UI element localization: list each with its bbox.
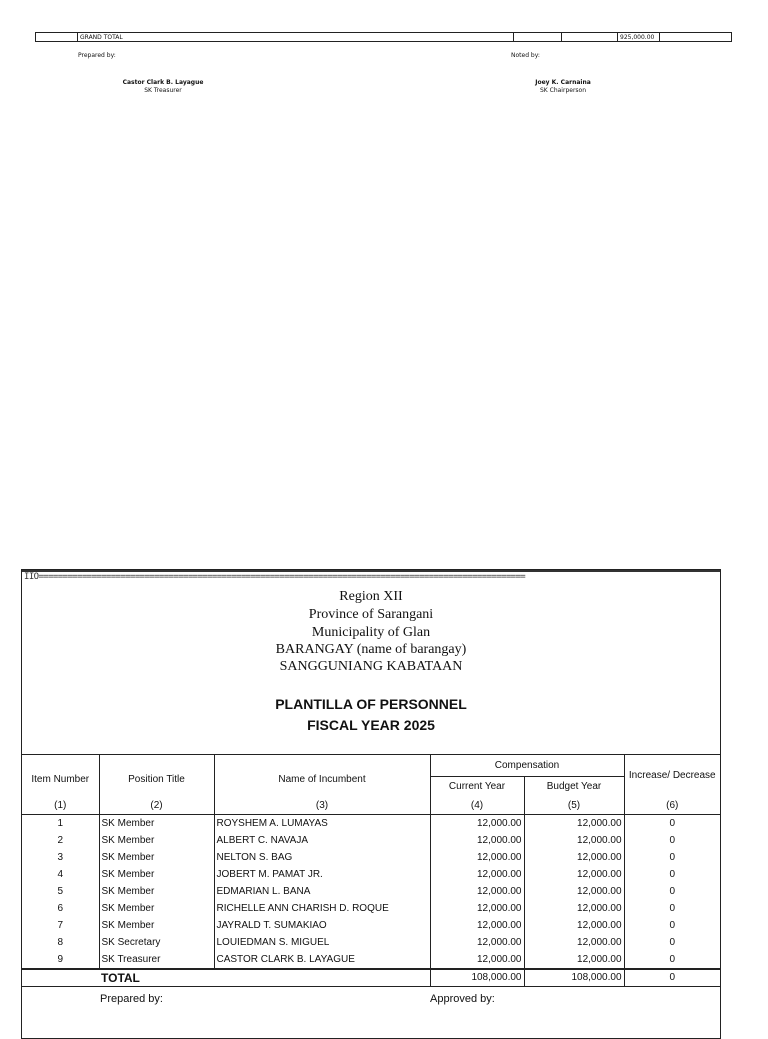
cell-item: 8 <box>57 937 64 948</box>
header-municipality: Municipality of Glan <box>311 625 431 640</box>
form-approved-by-label: Approved by: <box>430 993 495 1005</box>
cell-change: 0 <box>624 849 720 866</box>
signatory-left-name: Castor Clark B. Layague <box>122 79 204 86</box>
cell-name: JAYRALD T. SUMAKIAO <box>214 917 430 934</box>
cell-item: 7 <box>57 920 64 931</box>
cell-budget: 12,000.00 <box>524 832 624 849</box>
plantilla-table <box>22 754 720 987</box>
table-row <box>22 934 720 951</box>
cell-item: 4 <box>57 869 64 880</box>
cell-position: SK Member <box>99 815 214 833</box>
cell-budget: 12,000.00 <box>524 866 624 883</box>
table-row <box>22 866 720 883</box>
grand-total-blank-cell <box>659 33 732 41</box>
col-compensation: Compensation <box>430 755 624 777</box>
cell-budget: 12,000.00 <box>524 883 624 900</box>
total-blank-cell <box>22 969 99 987</box>
grand-total-value: 925,000.00 <box>617 33 659 41</box>
cell-current: 12,000.00 <box>430 866 524 883</box>
signatory-right-title: SK Chairperson <box>539 87 587 94</box>
cell-current: 12,000.00 <box>430 832 524 849</box>
col-item-number: Item Number <box>31 773 90 785</box>
cell-change: 0 <box>624 900 720 917</box>
cell-position: SK Treasurer <box>99 951 214 969</box>
table-row <box>22 917 720 934</box>
col-number-1: (1) <box>54 800 67 811</box>
cell-current: 12,000.00 <box>430 900 524 917</box>
cell-change: 0 <box>624 866 720 883</box>
grand-total-blank-cell <box>513 33 561 41</box>
fiscal-year-title: FISCAL YEAR 2025 <box>307 717 435 733</box>
cell-budget: 12,000.00 <box>524 849 624 866</box>
cell-budget: 12,000.00 <box>524 815 624 833</box>
cell-name: JOBERT M. PAMAT JR. <box>214 866 430 883</box>
document-title: PLANTILLA OF PERSONNEL <box>275 696 467 712</box>
col-position-title: Position Title <box>99 755 214 798</box>
cell-name: ROYSHEM A. LUMAYAS <box>214 815 430 833</box>
prepared-by-label: Prepared by: <box>78 52 116 59</box>
col-number-4: (4) <box>430 797 524 815</box>
cell-budget: 12,000.00 <box>524 934 624 951</box>
total-row <box>22 969 720 987</box>
signatory-right-name: Joey K. Carnaina <box>535 79 591 86</box>
cell-item: 1 <box>57 818 64 829</box>
cell-position: SK Member <box>99 849 214 866</box>
col-budget-year: Budget Year <box>524 776 624 797</box>
cell-current: 12,000.00 <box>430 849 524 866</box>
cell-item: 9 <box>57 954 64 965</box>
cell-current: 12,000.00 <box>430 951 524 969</box>
total-current: 108,000.00 <box>430 969 524 987</box>
total-label: TOTAL <box>99 969 430 987</box>
cell-current: 12,000.00 <box>430 934 524 951</box>
signatory-left <box>113 79 213 95</box>
col-number-6: (6) <box>624 797 720 815</box>
table-row <box>22 900 720 917</box>
cell-change: 0 <box>624 883 720 900</box>
grand-total-label: GRAND TOTAL <box>77 33 513 41</box>
signatory-left-title: SK Treasurer <box>144 87 182 94</box>
col-current-year: Current Year <box>430 776 524 797</box>
cell-position: SK Member <box>99 832 214 849</box>
total-change: 0 <box>624 969 720 987</box>
grand-total-blank-cell <box>561 33 617 41</box>
cell-name: NELTON S. BAG <box>214 849 430 866</box>
cell-budget: 12,000.00 <box>524 951 624 969</box>
cell-position: SK Member <box>99 883 214 900</box>
cell-item: 2 <box>57 835 64 846</box>
cell-item: 3 <box>57 852 64 863</box>
cell-change: 0 <box>624 815 720 833</box>
cell-position: SK Member <box>99 900 214 917</box>
cell-change: 0 <box>624 951 720 969</box>
cell-change: 0 <box>624 917 720 934</box>
cell-position: SK Secretary <box>99 934 214 951</box>
table-row <box>22 849 720 866</box>
cell-name: EDMARIAN L. BANA <box>214 883 430 900</box>
header-province: Province of Sarangani <box>308 607 434 622</box>
col-number-3: (3) <box>214 797 430 815</box>
grand-total-row <box>35 32 732 42</box>
cell-current: 12,000.00 <box>430 883 524 900</box>
total-budget: 108,000.00 <box>524 969 624 987</box>
col-name-of-incumbent: Name of Incumbent <box>214 755 430 798</box>
cell-item: 5 <box>57 886 64 897</box>
cell-current: 12,000.00 <box>430 917 524 934</box>
cell-position: SK Member <box>99 917 214 934</box>
noted-by-label: Noted by: <box>511 52 540 59</box>
cell-name: CASTOR CLARK B. LAYAGUE <box>214 951 430 969</box>
cell-position: SK Member <box>99 866 214 883</box>
cell-item: 6 <box>57 903 64 914</box>
cell-name: ALBERT C. NAVAJA <box>214 832 430 849</box>
table-row <box>22 832 720 849</box>
cell-current: 12,000.00 <box>430 815 524 833</box>
table-row <box>22 883 720 900</box>
cell-budget: 12,000.00 <box>524 917 624 934</box>
cell-name: RICHELLE ANN CHARISH D. ROQUE <box>214 900 430 917</box>
cell-budget: 12,000.00 <box>524 900 624 917</box>
table-row <box>22 815 720 833</box>
col-number-2: (2) <box>99 797 214 815</box>
cell-change: 0 <box>624 832 720 849</box>
col-increase-decrease: Increase/ Decrease <box>624 755 720 798</box>
header-barangay: BARANGAY (name of barangay) <box>275 642 467 657</box>
cell-change: 0 <box>624 934 720 951</box>
table-row <box>22 951 720 969</box>
header-sk: SANGGUNIANG KABATAAN <box>279 659 463 674</box>
separator-line: IIO===================================================================================================== <box>22 570 720 584</box>
cell-name: LOUIEDMAN S. MIGUEL <box>214 934 430 951</box>
col-number-5: (5) <box>524 797 624 815</box>
header-region: Region XII <box>339 589 403 604</box>
form-prepared-by-label: Prepared by: <box>100 993 163 1005</box>
signatory-right <box>513 79 613 95</box>
plantilla-form <box>21 569 721 1039</box>
